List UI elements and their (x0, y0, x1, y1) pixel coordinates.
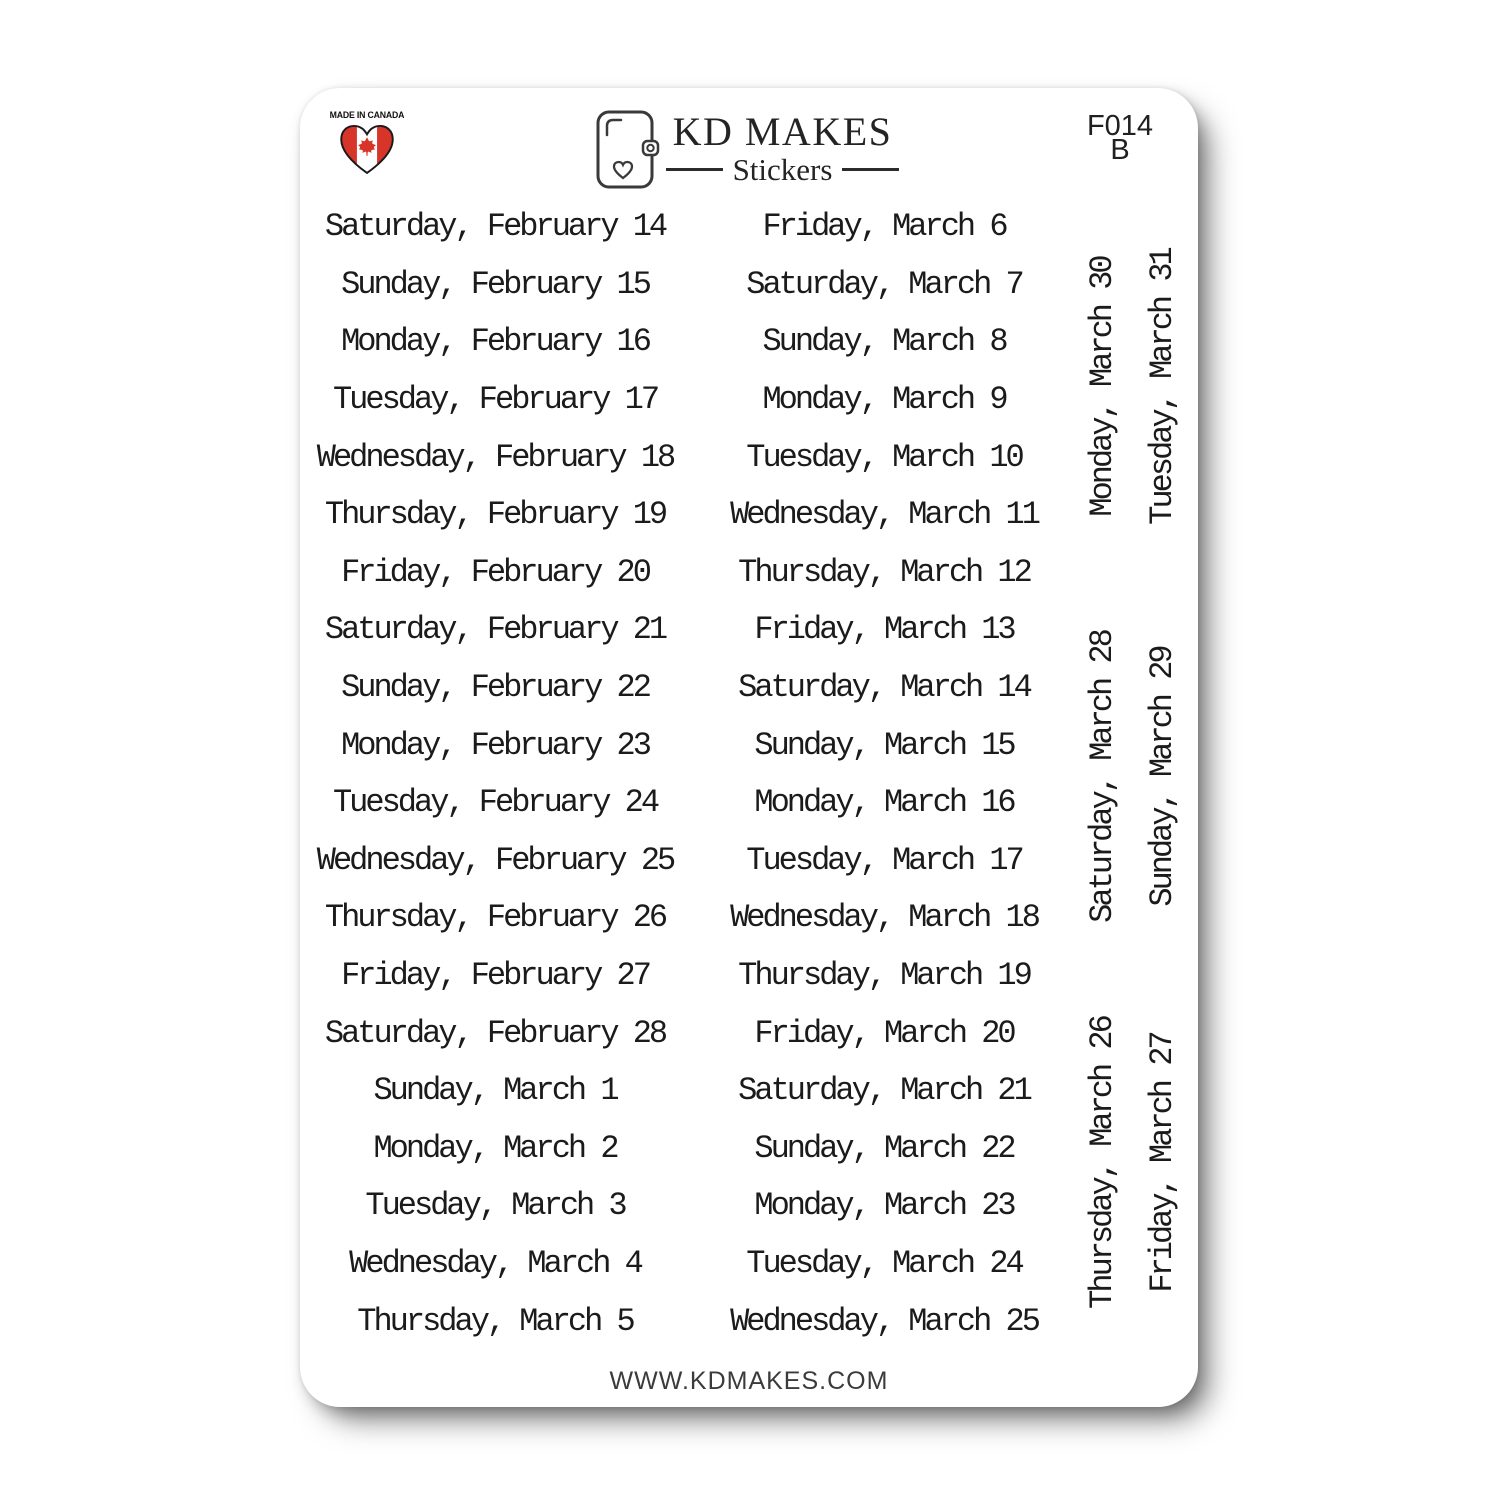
date-sticker: Tuesday, March 10 (746, 438, 1022, 476)
date-sticker: Monday, March 2 (373, 1129, 617, 1167)
brand-subtitle: Stickers (732, 152, 833, 187)
date-sticker: Tuesday, February 24 (332, 784, 658, 822)
date-sticker: Monday, March 23 (754, 1187, 1014, 1225)
date-sticker: Sunday, March 15 (754, 726, 1014, 764)
vertical-date-sticker: Tuesday, March 31 (1144, 249, 1181, 525)
date-sticker: Friday, March 13 (754, 611, 1014, 649)
brand-logo (596, 110, 660, 194)
sticker-sheet (300, 88, 1198, 1407)
date-column-1 (315, 198, 675, 1350)
date-sticker: Thursday, February 19 (324, 496, 666, 534)
date-sticker: Tuesday, March 17 (746, 841, 1022, 879)
vertical-date-sticker: Saturday, March 28 (1084, 631, 1121, 923)
notebook-icon (596, 110, 660, 189)
canada-heart-flag-icon (339, 124, 395, 176)
date-sticker: Tuesday, March 3 (365, 1187, 625, 1225)
date-sticker: Monday, March 16 (754, 784, 1014, 822)
date-sticker: Friday, March 20 (754, 1014, 1014, 1052)
date-sticker: Tuesday, February 17 (332, 381, 658, 419)
subtitle-rule-left (666, 168, 723, 171)
date-sticker: Saturday, March 21 (738, 1072, 1030, 1110)
date-column-2 (704, 198, 1064, 1350)
website-url: WWW.KDMAKES.COM (609, 1367, 889, 1395)
date-sticker: Wednesday, March 18 (730, 899, 1038, 937)
date-sticker: Monday, February 16 (341, 323, 649, 361)
brand-title: KD MAKES (672, 109, 893, 154)
date-sticker: Thursday, March 19 (738, 957, 1030, 995)
date-sticker: Friday, March 6 (762, 208, 1006, 246)
date-sticker: Wednesday, March 4 (349, 1244, 641, 1282)
vertical-date-sticker: Thursday, March 26 (1084, 1017, 1121, 1309)
sheet-code-value: F014 (1086, 110, 1154, 142)
date-sticker: Sunday, February 22 (341, 669, 649, 707)
date-sticker: Saturday, February 21 (324, 611, 666, 649)
brand-subtitle-row (660, 154, 905, 185)
date-sticker: Saturday, March 14 (738, 669, 1030, 707)
date-sticker: Thursday, March 12 (738, 553, 1030, 591)
date-sticker: Wednesday, March 25 (730, 1302, 1038, 1340)
date-sticker: Saturday, February 14 (324, 208, 666, 246)
date-sticker: Sunday, March 22 (754, 1129, 1014, 1167)
date-sticker: Thursday, March 5 (357, 1302, 633, 1340)
date-sticker: Saturday, February 28 (324, 1014, 666, 1052)
date-sticker: Friday, February 27 (341, 957, 649, 995)
date-sticker: Wednesday, February 18 (316, 438, 674, 476)
vertical-date-sticker: Friday, March 27 (1144, 1033, 1181, 1293)
date-sticker: Wednesday, February 25 (316, 841, 674, 879)
made-in-canada-label: MADE IN CANADA (329, 110, 405, 121)
date-sticker: Sunday, March 1 (373, 1072, 617, 1110)
sheet-code-variant: B (1110, 134, 1130, 166)
vertical-date-sticker: Monday, March 30 (1084, 257, 1121, 517)
date-sticker: Tuesday, March 24 (746, 1244, 1022, 1282)
date-sticker: Monday, February 23 (341, 726, 649, 764)
date-sticker: Wednesday, March 11 (730, 496, 1038, 534)
subtitle-rule-right (842, 168, 899, 171)
date-sticker: Sunday, March 8 (762, 323, 1006, 361)
date-sticker: Thursday, February 26 (324, 899, 666, 937)
date-sticker: Monday, March 9 (762, 381, 1006, 419)
vertical-date-sticker: Sunday, March 29 (1144, 647, 1181, 907)
date-sticker: Sunday, February 15 (341, 265, 649, 303)
date-sticker: Friday, February 20 (341, 553, 649, 591)
made-in-canada-badge (317, 110, 417, 181)
date-sticker: Saturday, March 7 (746, 265, 1022, 303)
sheet-code (1075, 110, 1165, 166)
